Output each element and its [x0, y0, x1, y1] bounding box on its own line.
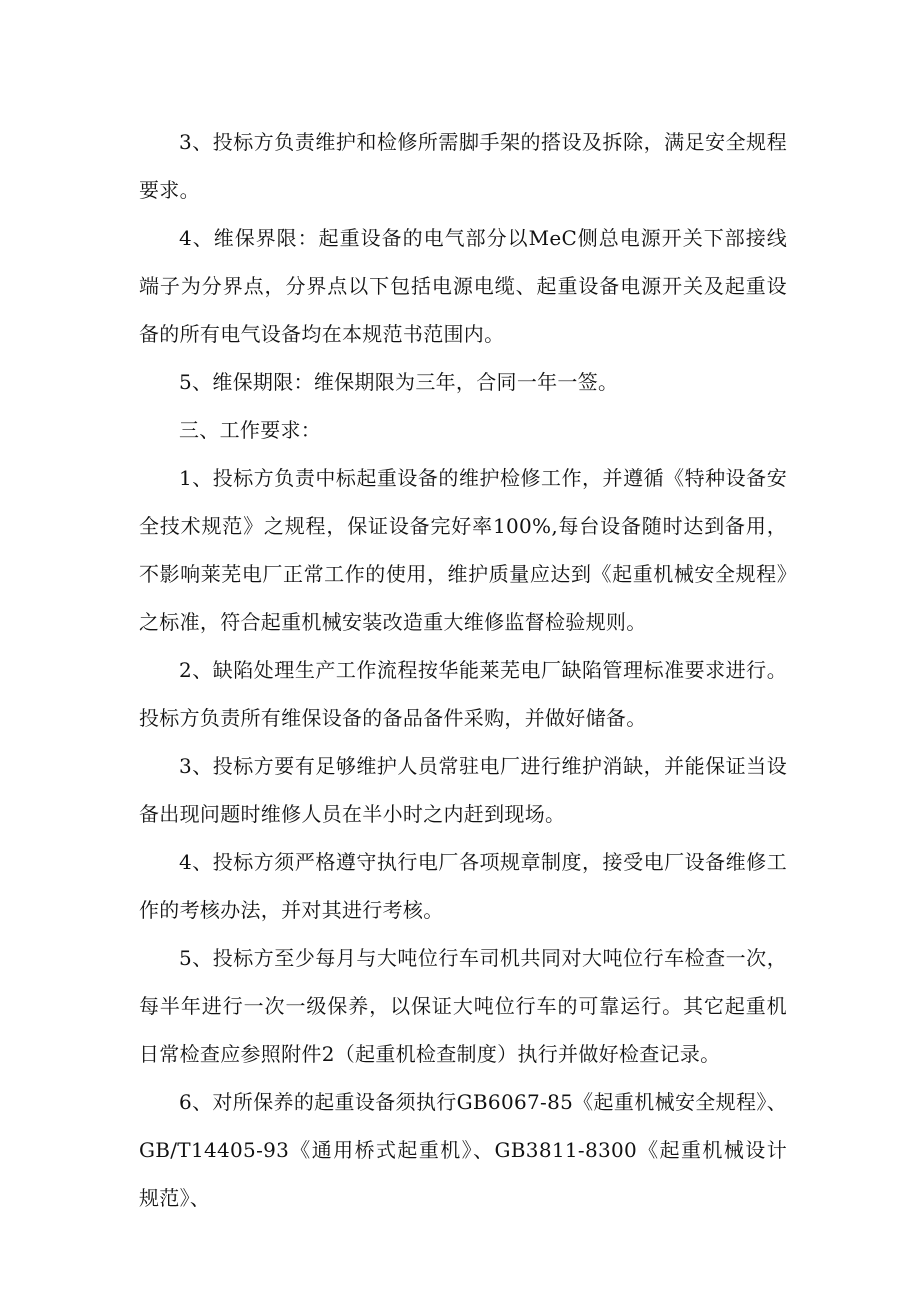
section-heading-work-requirements: 三、工作要求：	[179, 418, 322, 442]
paragraph-requirement-4: 4、投标方须严格遵守执行电厂各项规章制度，接受电厂设备维修工作的考核办法，并对其进行考核。	[139, 850, 787, 922]
paragraph-requirement-5: 5、投标方至少每月与大吨位行车司机共同对大吨位行车检查一次，每半年进行一次一级保养，以保证大吨位行车的可靠运行。其它起重机日常检查应参照附件2（起重机检查制度）执行并做好检查记录。	[139, 946, 787, 1066]
paragraph-requirement-2: 2、缺陷处理生产工作流程按华能莱芜电厂缺陷管理标准要求进行。投标方负责所有维保设备的备品备件采购，并做好储备。	[139, 658, 787, 730]
paragraph-scaffolding: 3、投标方负责维护和检修所需脚手架的搭设及拆除，满足安全规程要求。	[139, 130, 787, 202]
document-body	[139, 118, 787, 1222]
paragraph-requirement-6: 6、对所保养的起重设备须执行GB6067-85《起重机械安全规程》、GB/T14405-93《通用桥式起重机》、GB3811-8300《起重机械设计规范》、	[139, 1090, 787, 1210]
paragraph-requirement-1: 1、投标方负责中标起重设备的维护检修工作，并遵循《特种设备安全技术规范》之规程，保证设备完好率100%,每台设备随时达到备用，不影响莱芜电厂正常工作的使用，维护质量应达到《起重机械安全规程》之标准，符合起重机械安装改造重大维修监督检验规则。	[139, 466, 787, 634]
paragraph-maintenance-boundary: 4、维保界限：起重设备的电气部分以MeC侧总电源开关下部接线端子为分界点，分界点以下包括电源电缆、起重设备电源开关及起重设备的所有电气设备均在本规范书范围内。	[139, 226, 787, 346]
paragraph-requirement-3: 3、投标方要有足够维护人员常驻电厂进行维护消缺，并能保证当设备出现问题时维修人员在半小时之内赶到现场。	[139, 754, 787, 826]
paragraph-maintenance-period: 5、维保期限：维保期限为三年，合同一年一签。	[179, 370, 619, 394]
